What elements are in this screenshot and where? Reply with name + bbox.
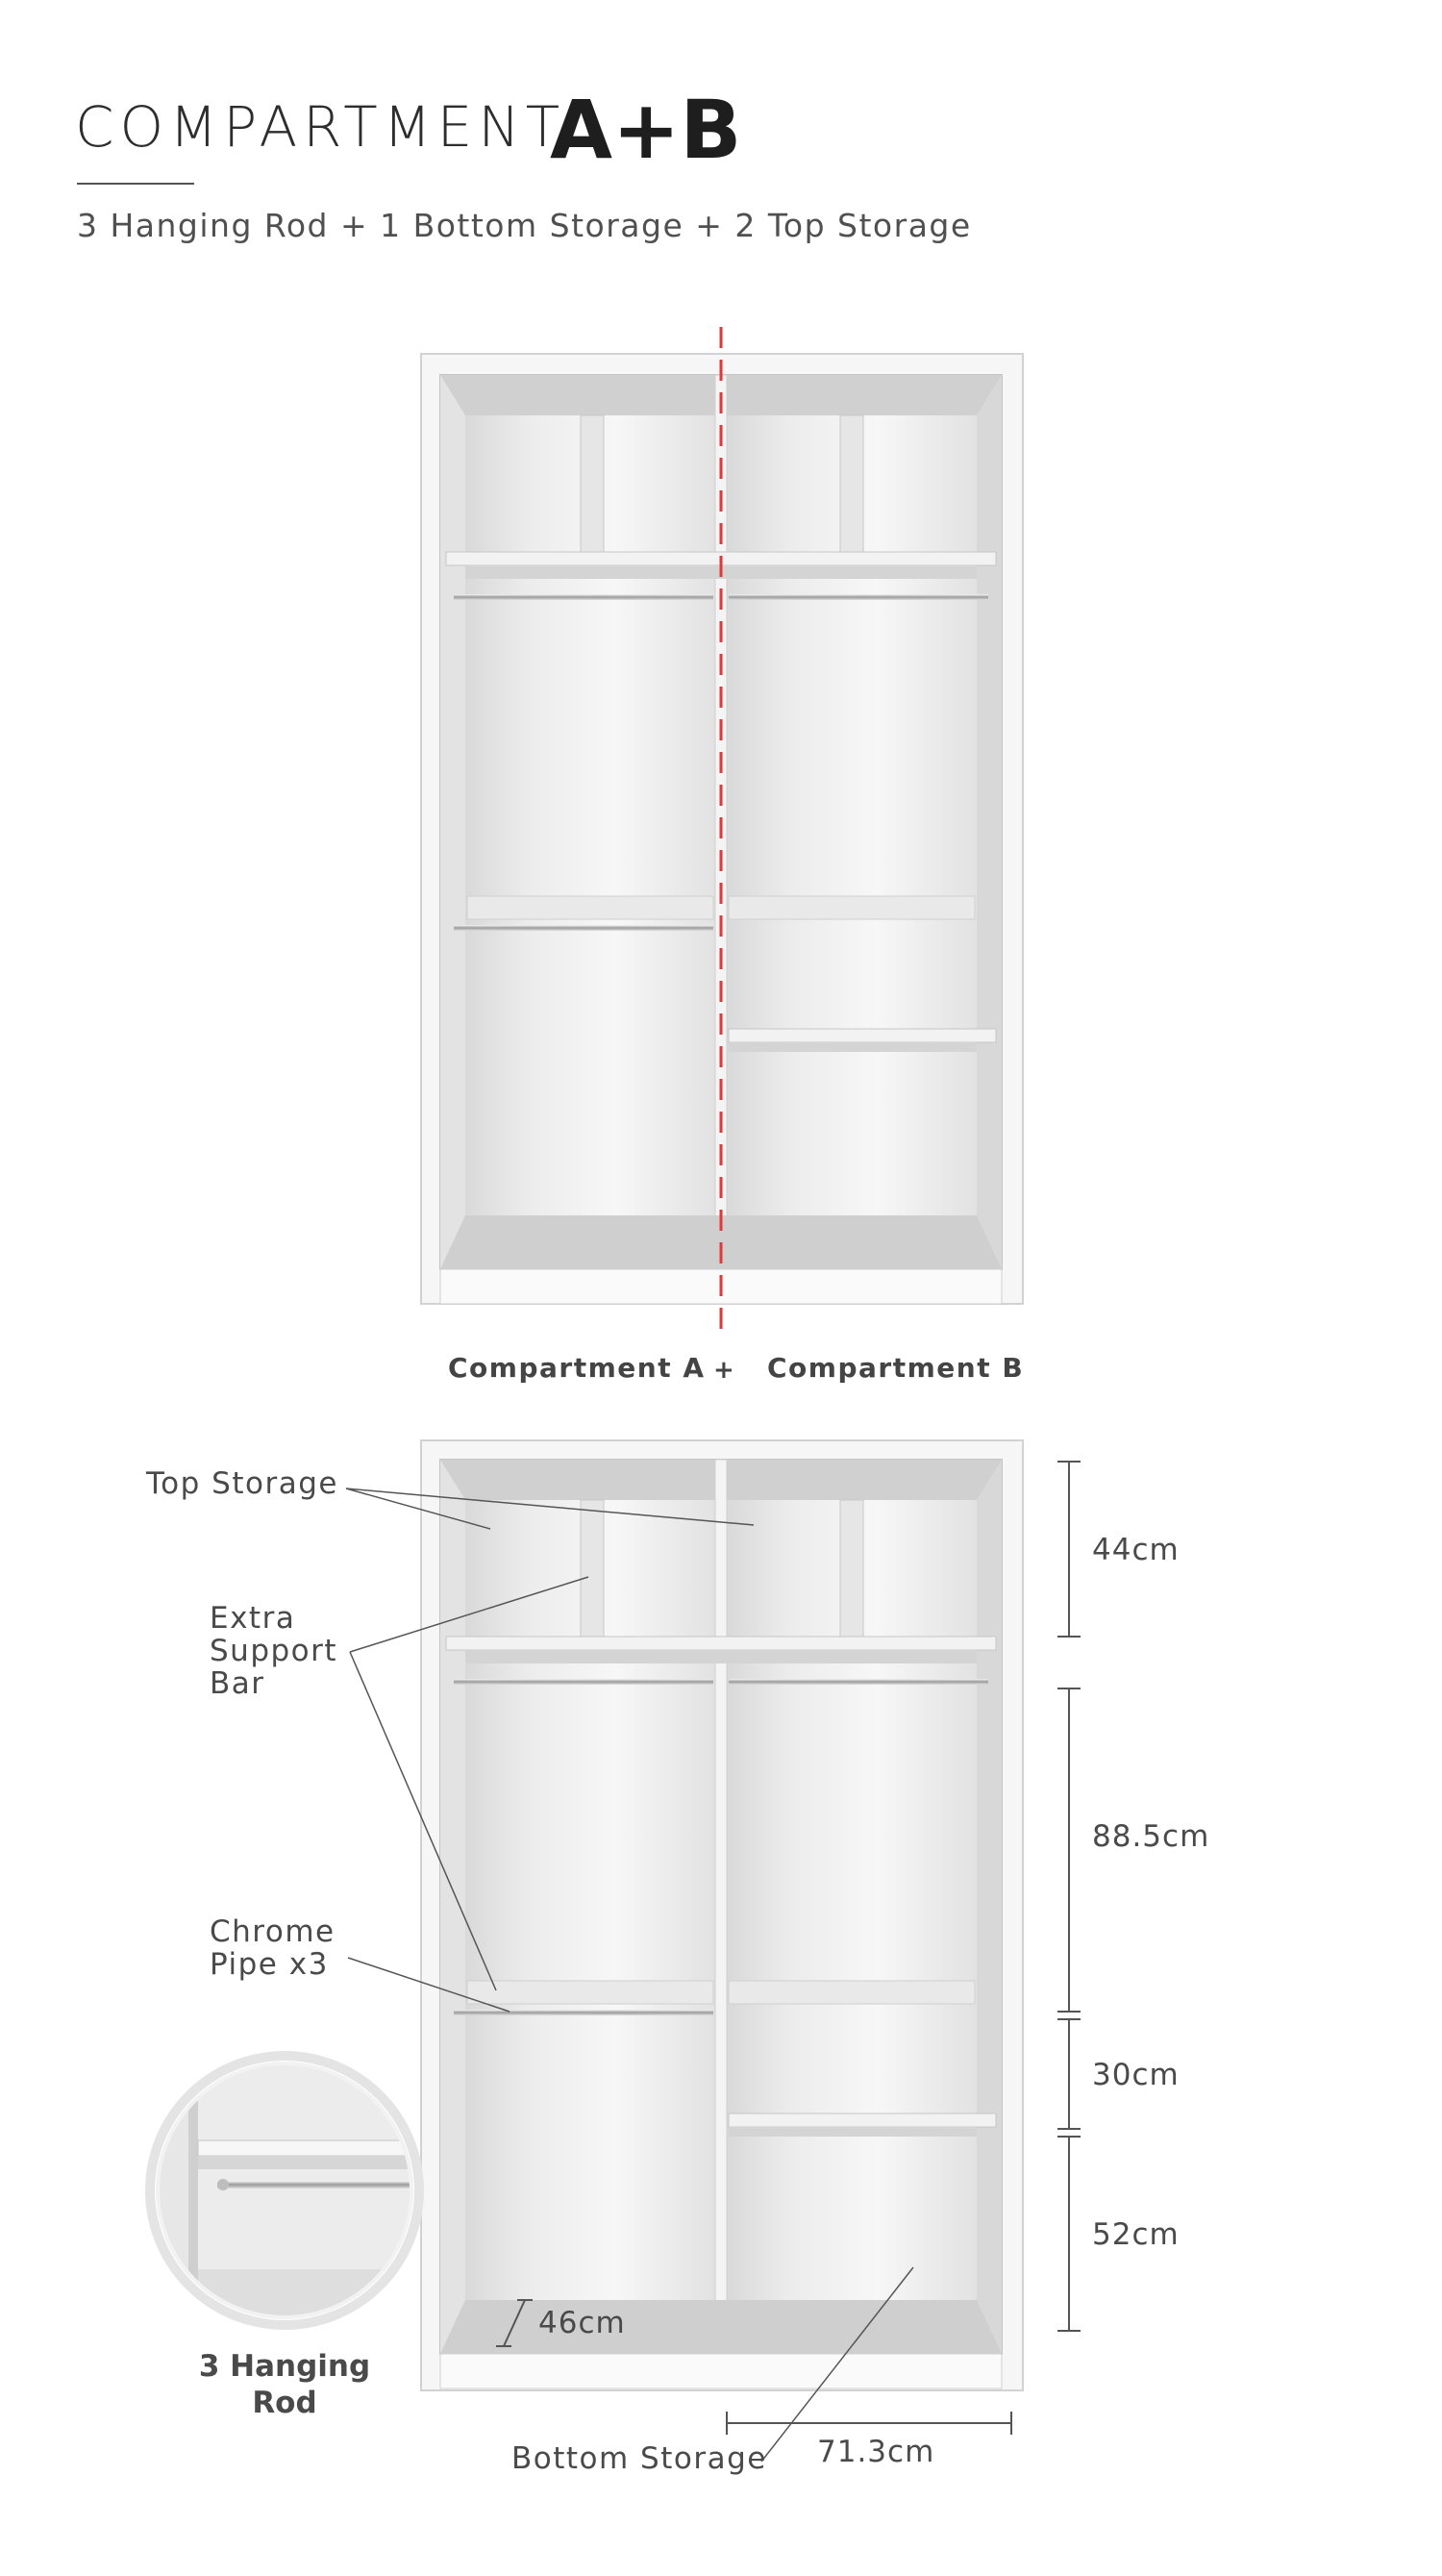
page-title: COMPARTMENT <box>75 94 566 160</box>
dimension-upper-hanging: 88.5cm <box>1092 1819 1210 1854</box>
wardrobe-top-view <box>421 327 1023 1335</box>
chrome-pipe-callout: Chrome Pipe x3 <box>210 1914 336 1982</box>
page-title-emphasis: A+B <box>550 83 742 177</box>
top-storage-callout: Top Storage <box>146 1466 338 1501</box>
compartment-plus-sign: + <box>713 1356 734 1385</box>
dimension-middle-gap: 30cm <box>1092 2058 1180 2092</box>
page-subtitle: 3 Hanging Rod + 1 Bottom Storage + 2 Top Storage <box>77 207 972 244</box>
wardrobe-dimension-view <box>421 1440 1023 2390</box>
extra-support-bar-callout: Extra Support Bar <box>210 1601 338 1701</box>
hanging-rod-inset <box>150 2056 423 2327</box>
dimension-bottom-storage: 52cm <box>1092 2217 1180 2252</box>
inset-caption: 3 Hanging Rod <box>198 2349 371 2420</box>
compartment-a-label: Compartment A <box>448 1352 706 1384</box>
bottom-storage-callout: Bottom Storage <box>511 2441 767 2476</box>
dimension-depth: 46cm <box>538 2306 626 2340</box>
dimension-width: 71.3cm <box>817 2435 935 2469</box>
compartment-b-label: Compartment B <box>767 1352 1025 1384</box>
dimension-top-storage: 44cm <box>1092 1533 1180 1567</box>
